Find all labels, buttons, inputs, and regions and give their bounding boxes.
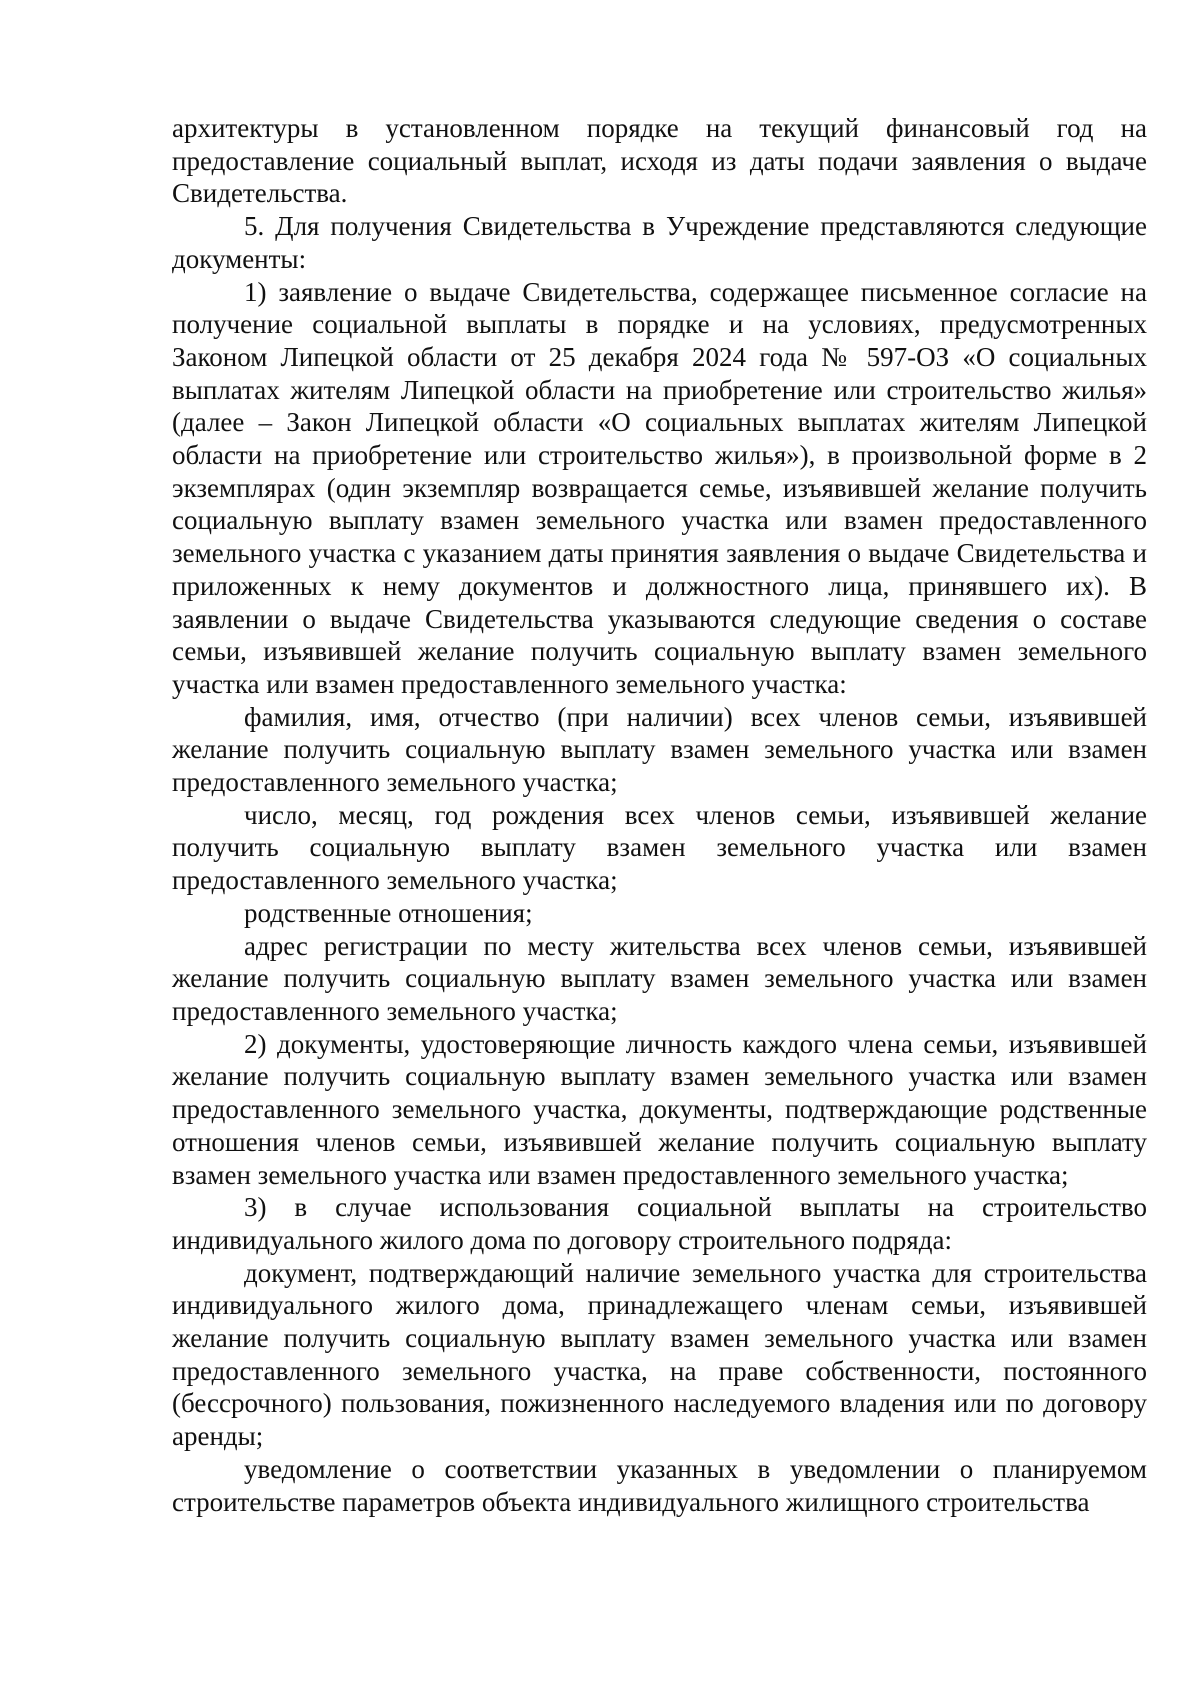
paragraph-subitem-1: 1) заявление о выдаче Свидетельства, содержащее письменное согласие на получение социальной выплаты в порядке и на условиях, предусмотренных Законом Липецкой области от 25 декабря 2024 года № 597-ОЗ «О социальных выплатах жителям Липецкой области на приобретение или строительство жилья» (далее – Закон Липецкой области «О социальных выплатах жителям Липецкой области на приобретение или строительство жилья»), в произвольной форме в 2 экземплярах (один экземпляр возвращается семье, изъявившей желание получить социальную выплату взамен земельного участка или взамен предоставленного земельного участка с указанием даты принятия заявления о выдаче Свидетельства и приложенных к нему документов и должностного лица, принявшего их). В заявлении о выдаче Свидетельства указываются следующие сведения о составе семьи, изъявившей желание получить социальную выплату взамен земельного участка или взамен предоставленного земельного участка: (172, 276, 1147, 699)
paragraph-birth-date: число, месяц, год рождения всех членов семьи, изъявившей желание получить социальную выплату взамен земельного участка или взамен предоставленного земельного участка; (172, 799, 1147, 896)
paragraph-subitem-2: 2) документы, удостоверяющие личность каждого члена семьи, изъявившей желание получить социальную выплату взамен земельного участка или взамен предоставленного земельного участка, документы, подтверждающие родственные отношения членов семьи, изъявившей желание получить социальную выплату взамен земельного участка или взамен предоставленного земельного участка; (172, 1028, 1147, 1190)
paragraph-land-document: документ, подтверждающий наличие земельного участка для строительства индивидуального жилого дома, принадлежащего членам семьи, изъявившей желание получить социальную выплату взамен земельного участка или взамен предоставленного земельного участка, на праве собственности, постоянного (бессрочного) пользования, пожизненного наследуемого владения или по договору аренды; (172, 1257, 1147, 1452)
paragraph-item-5: 5. Для получения Свидетельства в Учреждение представляются следующие документы: (172, 211, 1147, 274)
paragraph-relations: родственные отношения; (244, 897, 533, 928)
paragraph-notification: уведомление о соответствии указанных в уведомлении о планируемом строительстве параметров объекта индивидуального жилищного строительства (172, 1453, 1147, 1517)
paragraph-address: адрес регистрации по месту жительства всех членов семьи, изъявившей желание получить социальную выплату взамен земельного участка или взамен предоставленного земельного участка; (172, 930, 1147, 1026)
paragraph-subitem-3: 3) в случае использования социальной выплаты на строительство индивидуального жилого дома по договору строительного подряда: (172, 1192, 1147, 1255)
paragraph-continuation: архитектуры в установленном порядке на текущий финансовый год на предоставление социальный выплат, исходя из даты подачи заявления о выдаче Свидетельства. (172, 113, 1147, 209)
document-page (172, 112, 1147, 1518)
paragraph-full-name: фамилия, имя, отчество (при наличии) всех членов семьи, изъявившей желание получить социальную выплату взамен земельного участка или взамен предоставленного земельного участка; (172, 701, 1147, 798)
